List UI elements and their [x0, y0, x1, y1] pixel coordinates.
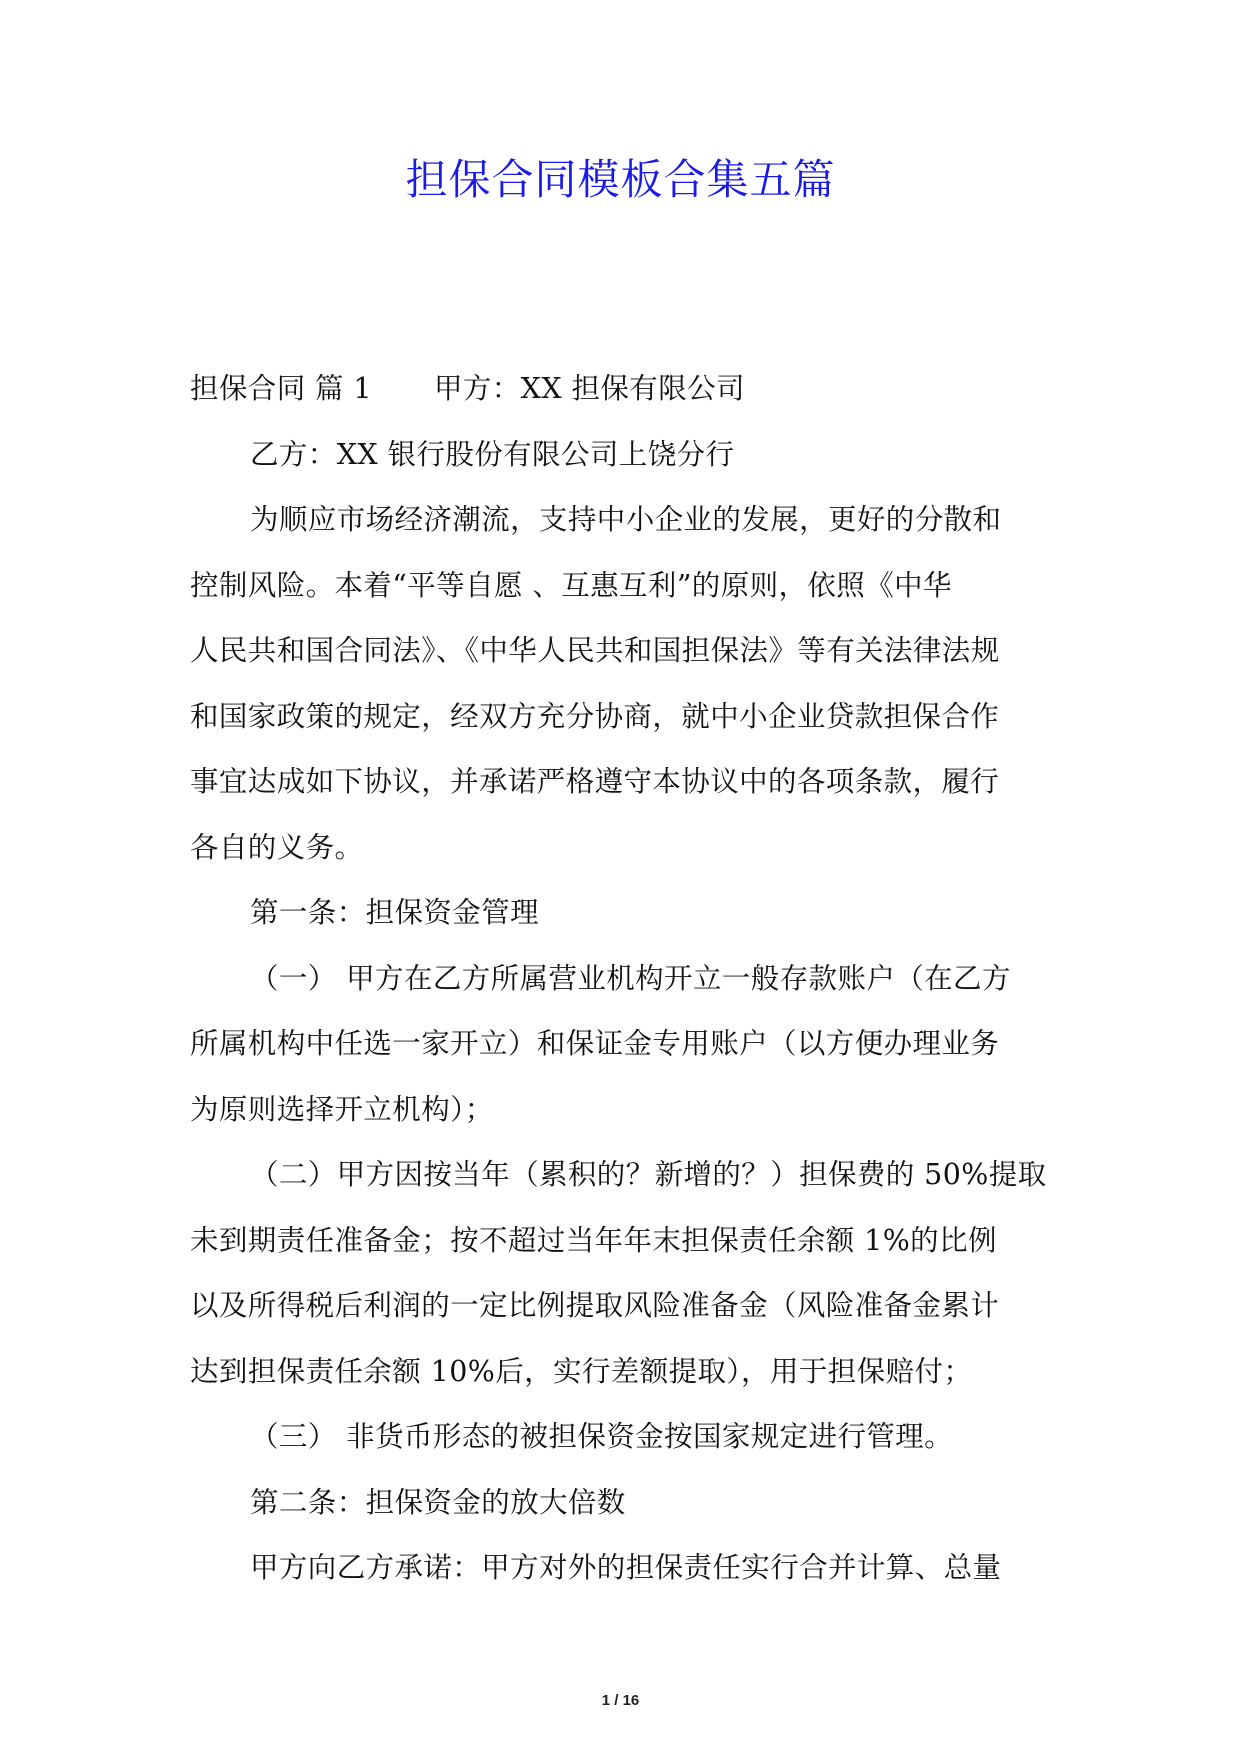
paragraph-line: 为原则选择开立机构）； — [190, 1092, 494, 1126]
paragraph-line: 事宜达成如下协议，并承诺严格遵守本协议中的各项条款，履行 — [190, 765, 1000, 798]
paragraph-line: （二）甲方因按当年（累积的？新增的？）担保费的 50%提取 — [250, 1158, 1047, 1191]
section-header-line — [190, 356, 1052, 422]
paragraph-line: （一） 甲方在乙方所属营业机构开立一般存款账户（在乙方 — [250, 961, 1011, 995]
article-heading: 第一条：担保资金管理 — [250, 896, 540, 929]
document-body — [190, 356, 1052, 1601]
paragraph-line: 未到期责任准备金；按不超过当年年末担保责任余额 1%的比例 — [190, 1223, 997, 1257]
paragraph-line: 控制风险。本着“平等自愿 、互惠互利”的原则，依照《中华 — [190, 568, 952, 602]
section-label: 担保合同 篇 1 — [190, 372, 372, 405]
paragraph-line: 人民共和国合同法》、《中华人民共和国担保法》等有关法律法规 — [190, 634, 1000, 667]
paragraph-line: 各自的义务。 — [190, 830, 364, 864]
paragraph-line: 为顺应市场经济潮流，支持中小企业的发展，更好的分散和 — [250, 503, 1002, 536]
paragraph-line: 所属机构中任选一家开立）和保证金专用账户（以方便办理业务 — [190, 1027, 1000, 1060]
paragraph-line: 达到担保责任余额 10%后，实行差额提取），用于担保赔付； — [190, 1354, 973, 1388]
paragraph-line: 和国家政策的规定，经双方充分协商，就中小企业贷款担保合作 — [190, 699, 1000, 733]
paragraph-line: 以及所得税后利润的一定比例提取风险准备金（风险准备金累计 — [190, 1289, 1000, 1322]
page-number: 1 / 16 — [601, 1692, 640, 1709]
article-heading: 第二条：担保资金的放大倍数 — [250, 1485, 626, 1519]
paragraph-line: （三） 非货币形态的被担保资金按国家规定进行管理。 — [250, 1420, 954, 1453]
party-a-line: 甲方：XX 担保有限公司 — [433, 372, 745, 405]
document-title: 担保合同模板合集五篇 — [405, 155, 836, 204]
party-b-line: 乙方：XX 银行股份有限公司上饶分行 — [250, 437, 735, 471]
paragraph-line: 甲方向乙方承诺：甲方对外的担保责任实行合并计算、总量 — [250, 1551, 1002, 1584]
